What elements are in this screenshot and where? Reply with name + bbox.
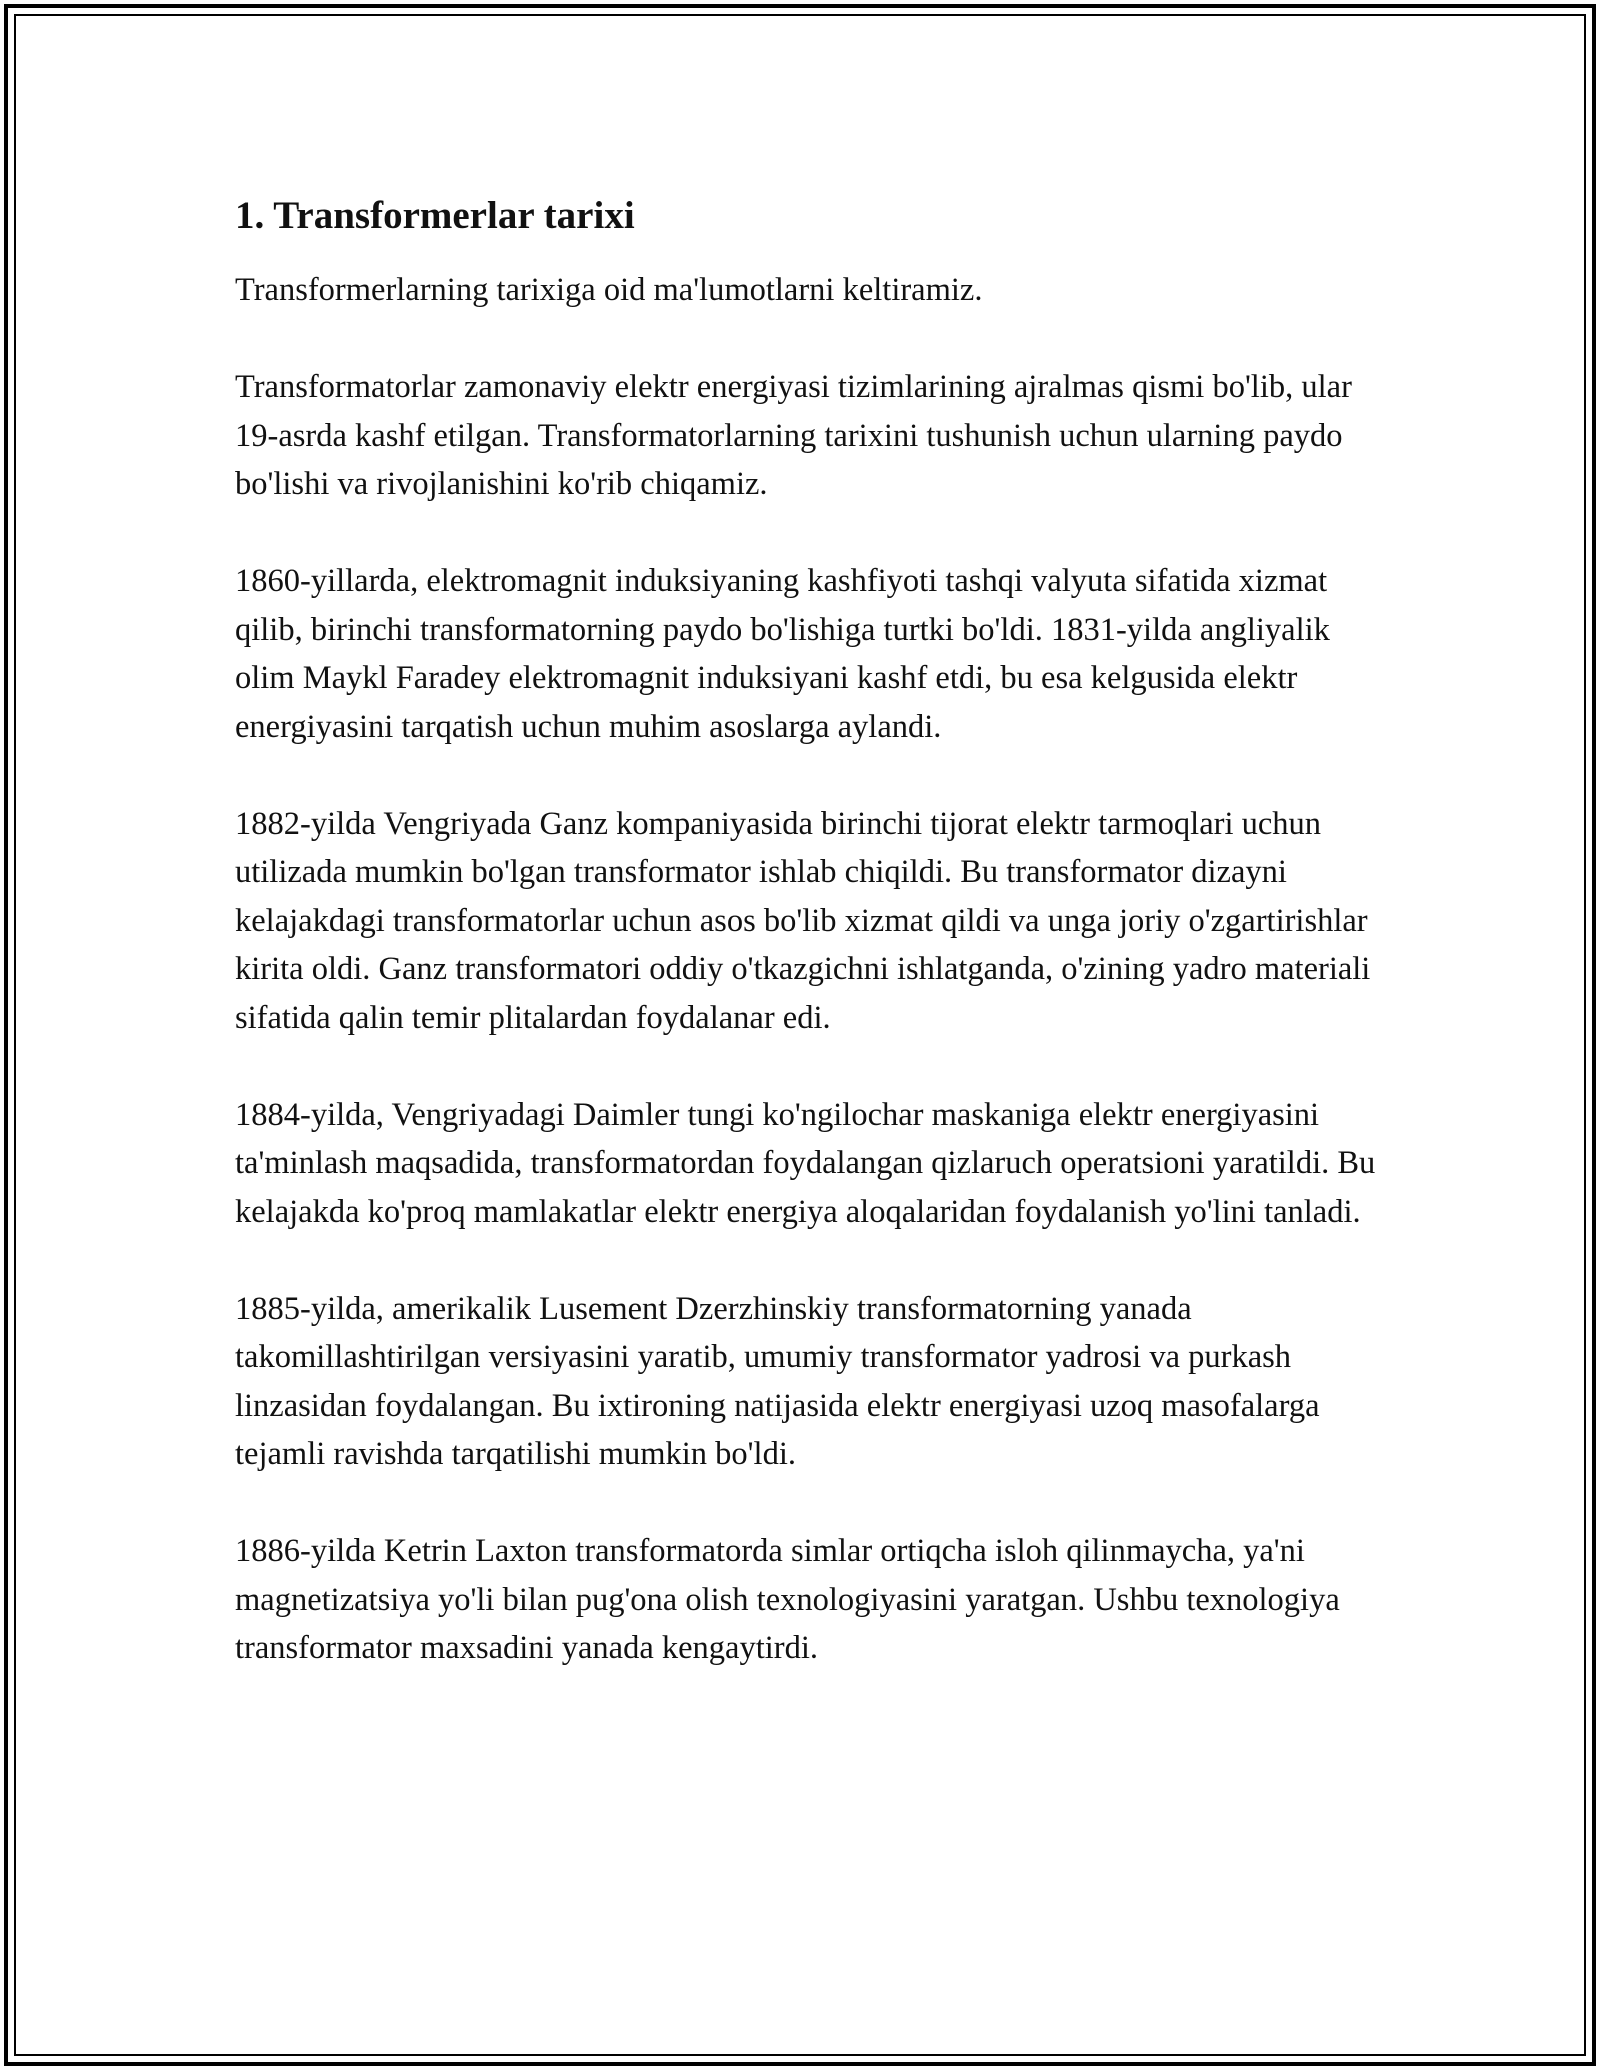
paragraph-overview: Transformatorlar zamonaviy elektr energiyasi tizimlarining ajralmas qismi bo'lib, ular 19-asrda kashf etilgan. Transformatorlarning tarixini tushunish uchun ularning paydo bo'lishi va rivojlanishini ko'rib chiqamiz. <box>235 369 1352 502</box>
paragraph-1885: 1885-yilda, amerikalik Lusement Dzerzhinskiy transformatorning yanada takomillashtirilgan versiyasini yaratib, umumiy transformator yadrosi va purkash linzasidan foydalangan. Bu ixtironing natijasida elektr energiyasi uzoq masofalarga tejamli ravishda tarqatilishi mumkin bo'ldi. <box>235 1290 1320 1472</box>
document-body <box>235 190 1385 1721</box>
paragraph-1886: 1886-yilda Ketrin Laxton transformatorda simlar ortiqcha isloh qilinmaycha, ya'ni magnetizatsiya yo'li bilan pug'ona olish texnologiyasini yaratgan. Ushbu texnologiya transformator maxsadini yanada kengaytirdi. <box>235 1533 1340 1666</box>
paragraph-1884: 1884-yilda, Vengriyadagi Daimler tungi ko'ngilochar maskaniga elektr energiyasini ta'minlash maqsadida, transformatordan foydalangan qizlaruch operatsioni yaratildi. Bu kelajakda ko'proq mamlakatlar elektr energiya aloqalaridan foydalanish yo'lini tanladi. <box>235 1096 1376 1230</box>
paragraph-1860: 1860-yillarda, elektromagnit induksiyaning kashfiyoti tashqi valyuta sifatida xizmat qilib, birinchi transformatorning paydo bo'lishiga turtki bo'ldi. 1831-yilda angliyalik olim Maykl Faradey elektromagnit induksiyani kashf etdi, bu esa kelgusida elektr energiyasini tarqatish uchun muhim asoslarga aylandi. <box>235 563 1330 745</box>
document-title: 1. Transformerlar tarixi <box>235 194 635 237</box>
paragraph-intro: Transformerlarning tarixiga oid ma'lumotlarni keltiramiz. <box>235 272 983 308</box>
paragraph-1882: 1882-yilda Vengriyada Ganz kompaniyasida birinchi tijorat elektr tarmoqlari uchun utilizada mumkin bo'lgan transformator ishlab chiqildi. Bu transformator dizayni kelajakdagi transformatorlar uchun asos bo'lib xizmat qildi va unga joriy o'zgartirishlar kirita oldi. Ganz transformatori oddiy o'tkazgichni ishlatganda, o'zining yadro materiali sifatida qalin temir plitalardan foydalanar edi. <box>235 805 1371 1036</box>
